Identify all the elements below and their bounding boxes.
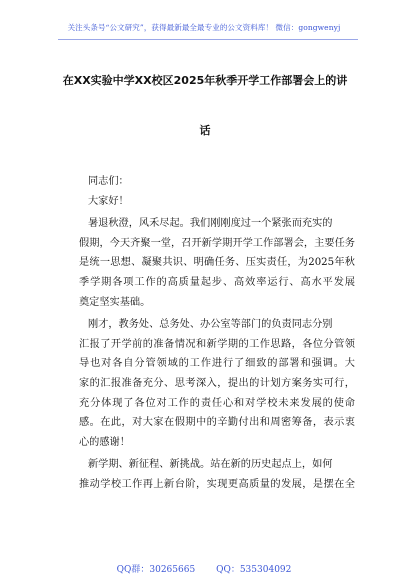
paragraph-2-line: 刚才，教务处、总务处、办公室等部门的负责同志分别 <box>88 319 333 331</box>
paragraph-2-line: 感。在此，对大家在假期中的辛勤付出和周密筹备，表示衷 <box>79 417 355 429</box>
document-title-line2: 话 <box>199 124 211 137</box>
paragraph-2-line: 家的汇报准备充分、思考深入，提出的计划方案务实可行， <box>79 377 355 389</box>
paragraph-2-line: 汇报了开学前的准备情况和新学期的工作思路，各位分管领 <box>79 338 355 350</box>
greeting: 同志们： <box>88 176 129 187</box>
paragraph-2-line: 心的感谢！ <box>79 436 130 448</box>
salutation: 大家好！ <box>88 195 129 207</box>
paragraph-1-line: 奠定坚实基础。 <box>79 296 151 308</box>
document-title-line1: 在XX实验中学XX校区2025年秋季开学工作部署会上的讲 <box>62 74 348 87</box>
paragraph-1-line: 暑退秋澄，风禾尽起。我们刚刚度过一个紧张而充实的 <box>88 218 333 230</box>
paragraph-1-line: 季学期各项工作的高质量起步、高效率运行、高水平发展 <box>79 276 355 288</box>
header-divider <box>58 39 358 40</box>
header-banner: 关注头条号“公文研究”，获得最新最全最专业的公文资料库！ 微信：gongwenyj <box>67 23 341 32</box>
paragraph-1-line: 假期，今天齐聚一堂，召开新学期开学工作部署会，主要任务 <box>79 237 355 249</box>
footer-contact <box>0 562 408 575</box>
paragraph-2-line: 导也对各自分管领域的工作进行了细致的部署和强调。大 <box>79 358 355 370</box>
document-body <box>79 172 355 495</box>
paragraph-3-line: 推动学校工作再上新台阶，实现更高质量的发展，是摆在全 <box>79 478 355 490</box>
footer-qq-number: QQ：535304092 <box>216 565 292 575</box>
paragraph-1-line: 是统一思想、凝聚共识、明确任务、压实责任，为2025年秋 <box>79 257 355 269</box>
footer-qq-group: QQ群：30265665 <box>116 565 196 575</box>
paragraph-2-line: 充分体现了各位对工作的责任心和对学校未来发展的使命 <box>79 397 355 409</box>
paragraph-3-line: 新学期、新征程、新挑战。站在新的历史起点上，如何 <box>88 459 333 471</box>
